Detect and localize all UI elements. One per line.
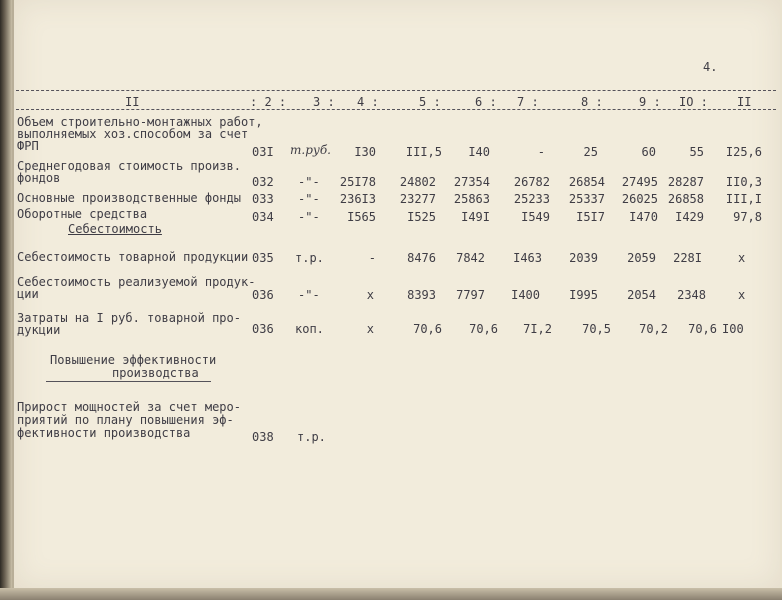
page-bottom-edge <box>0 588 782 600</box>
cell: 25233 <box>513 192 550 206</box>
cell: II0,3 <box>725 175 762 189</box>
cell: x <box>366 322 374 336</box>
cell: 23277 <box>399 192 436 206</box>
row-label: Себестоимость товарной продукции <box>17 250 249 264</box>
cell: 97,8 <box>733 210 762 224</box>
row-unit: -"- <box>298 175 320 189</box>
column-header: IO : <box>679 95 708 109</box>
cell: I40 <box>468 145 490 159</box>
header-rule-top <box>16 90 776 91</box>
cell: 2348 <box>677 288 706 302</box>
cell: - <box>368 251 376 265</box>
row-label: Себестоимость реализуемой продук- <box>17 275 256 289</box>
cell: I470 <box>629 210 658 224</box>
column-header: II <box>125 95 140 109</box>
cell: 2039 <box>569 251 598 265</box>
row-code: 036 <box>252 322 274 336</box>
cell: 70,6 <box>469 322 498 336</box>
row-code: 038 <box>252 430 274 444</box>
cell: I00 <box>722 322 744 336</box>
row-unit: -"- <box>298 192 320 206</box>
cell: 26782 <box>513 175 550 189</box>
column-header: 9 : <box>639 95 661 109</box>
cell: 27495 <box>621 175 658 189</box>
row-code: 034 <box>252 210 274 224</box>
row-label: Оборотные средства <box>17 207 148 221</box>
row-unit: коп. <box>295 322 324 336</box>
cell: I995 <box>569 288 598 302</box>
cell: 60 <box>641 145 656 159</box>
row-unit: т.руб. <box>290 143 331 157</box>
cell: 25I78 <box>339 175 376 189</box>
row-label: Прирост мощностей за счет меро- <box>17 400 241 414</box>
cell: 2059 <box>627 251 656 265</box>
row-label: выполняемых хоз.способом за счет <box>17 127 249 141</box>
row-unit: т.р. <box>295 251 324 265</box>
cell: 70,5 <box>582 322 611 336</box>
cell: x <box>738 288 746 302</box>
row-unit: -"- <box>298 210 320 224</box>
cell: 236I3 <box>339 192 376 206</box>
row-label: Объем строительно-монтажных работ, <box>17 115 263 129</box>
column-header: 5 : <box>419 95 441 109</box>
row-label: фективности производства <box>17 426 191 440</box>
cell: I30 <box>354 145 376 159</box>
cell: I25,6 <box>725 145 762 159</box>
cell: - <box>537 145 545 159</box>
cell: 7797 <box>456 288 485 302</box>
cell: 26025 <box>621 192 658 206</box>
row-code: 03I <box>252 145 274 159</box>
cell: 8393 <box>407 288 436 302</box>
section-underline <box>46 381 211 382</box>
cell: 70,6 <box>413 322 442 336</box>
cell: 70,2 <box>639 322 668 336</box>
section-header-efficiency: Повышение эффективности <box>50 353 217 367</box>
cell: x <box>366 288 374 302</box>
cell: 228I <box>673 251 702 265</box>
row-label: ФРП <box>17 139 39 153</box>
cell: I549 <box>521 210 550 224</box>
page-number: 4. <box>703 60 718 74</box>
cell: 26854 <box>568 175 605 189</box>
column-header: 3 : <box>313 95 335 109</box>
row-unit: т.р. <box>297 430 326 444</box>
cell: I429 <box>675 210 704 224</box>
cell: I525 <box>407 210 436 224</box>
column-header: II <box>737 95 752 109</box>
column-header: : 2 : <box>250 95 287 109</box>
cell: x <box>738 251 746 265</box>
cell: 28287 <box>667 175 704 189</box>
row-label: фондов <box>17 171 61 185</box>
row-label: приятий по плану повышения эф- <box>17 413 234 427</box>
cell: I565 <box>347 210 376 224</box>
cell: 55 <box>689 145 704 159</box>
cell: 8476 <box>407 251 436 265</box>
cell: I400 <box>511 288 540 302</box>
cell: 25 <box>583 145 598 159</box>
row-label: Затраты на I руб. товарной про- <box>17 311 241 325</box>
column-header: 8 : <box>581 95 603 109</box>
column-header: 7 : <box>517 95 539 109</box>
cell: III,I <box>725 192 762 206</box>
row-unit: -"- <box>298 288 320 302</box>
column-header: 6 : <box>475 95 497 109</box>
header-rule-bottom <box>16 109 776 110</box>
cell: 7842 <box>456 251 485 265</box>
cell: I463 <box>513 251 542 265</box>
section-header-efficiency-sub: производства <box>112 366 199 380</box>
row-label: Основные производственные фонды <box>17 191 241 205</box>
column-header: 4 : <box>357 95 379 109</box>
cell: 2054 <box>627 288 656 302</box>
row-label: ции <box>17 287 39 301</box>
section-header-cost: Себестоимость <box>68 222 162 236</box>
cell: I49I <box>461 210 490 224</box>
cell: 26858 <box>667 192 704 206</box>
cell: I5I7 <box>576 210 605 224</box>
cell: 27354 <box>453 175 490 189</box>
row-code: 032 <box>252 175 274 189</box>
binding-edge <box>0 0 12 600</box>
cell: 7I,2 <box>523 322 552 336</box>
cell: 25337 <box>568 192 605 206</box>
row-label: Среднегодовая стоимость произв. <box>17 159 241 173</box>
row-code: 033 <box>252 192 274 206</box>
cell: 25863 <box>453 192 490 206</box>
row-code: 035 <box>252 251 274 265</box>
row-code: 036 <box>252 288 274 302</box>
cell: III,5 <box>405 145 442 159</box>
cell: 70,6 <box>688 322 717 336</box>
cell: 24802 <box>399 175 436 189</box>
row-label: дукции <box>17 323 61 337</box>
